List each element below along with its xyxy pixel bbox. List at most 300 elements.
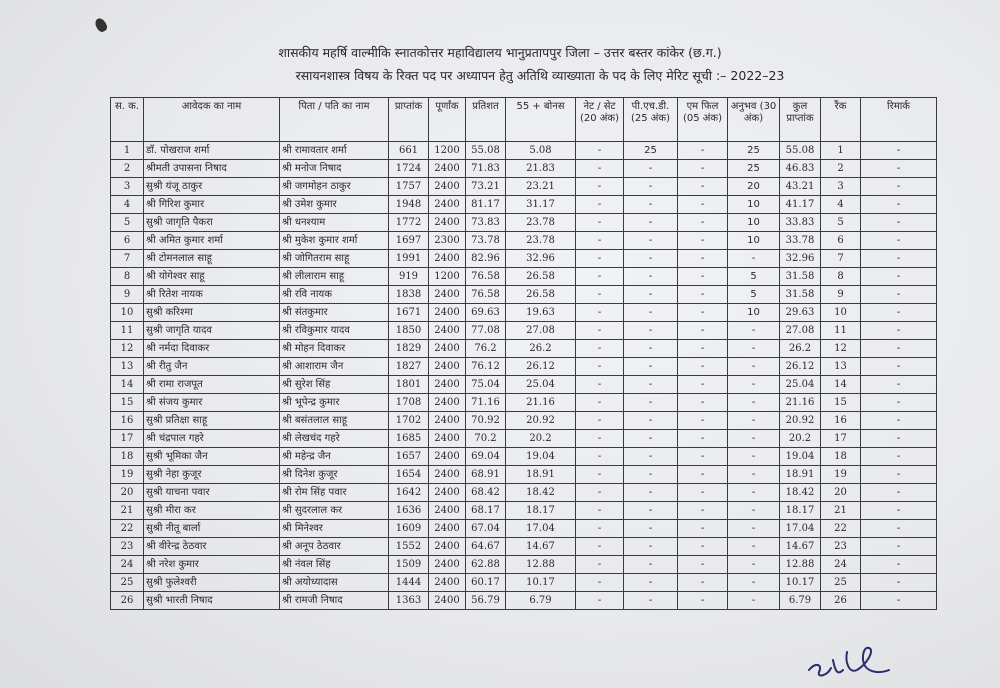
rank-cell: 12: [821, 340, 861, 358]
father-husband-name-cell: श्री मोहन दिवाकर: [280, 340, 389, 358]
marks-obtained-cell: 919: [389, 268, 429, 286]
column-header: पूर्णांक: [429, 98, 466, 142]
max-marks-cell: 2400: [429, 322, 466, 340]
total-marks-cell: 55.08: [780, 142, 821, 160]
father-husband-name-cell: श्री मुकेश कुमार शर्मा: [280, 232, 389, 250]
max-marks-cell: 2400: [429, 304, 466, 322]
column-header: प्राप्तांक: [389, 98, 429, 142]
marks-obtained-cell: 1654: [389, 466, 429, 484]
column-header: प्रतिशत: [466, 98, 506, 142]
net-set-marks-cell: -: [576, 502, 624, 520]
net-set-marks-cell: -: [576, 322, 624, 340]
column-header: पिता / पति का नाम: [280, 98, 389, 142]
percentage-cell: 56.79: [466, 592, 506, 610]
net-set-marks-cell: -: [576, 556, 624, 574]
total-marks-cell: 26.12: [780, 358, 821, 376]
max-marks-cell: 2400: [429, 394, 466, 412]
table-row: [111, 520, 937, 538]
net-set-marks-cell: -: [576, 376, 624, 394]
phd-marks-cell: -: [624, 592, 678, 610]
father-husband-name-cell: श्री रविकुमार यादव: [280, 322, 389, 340]
bonus-marks-cell: 31.17: [506, 196, 576, 214]
experience-marks-cell: 5: [728, 268, 780, 286]
serial-number-cell: 7: [111, 250, 144, 268]
experience-marks-cell: -: [728, 592, 780, 610]
applicant-name-cell: श्री रामा राजपूत: [144, 376, 280, 394]
total-marks-cell: 18.91: [780, 466, 821, 484]
percentage-cell: 69.04: [466, 448, 506, 466]
father-husband-name-cell: श्री भूपेन्द्र कुमार: [280, 394, 389, 412]
remark-cell: -: [861, 394, 937, 412]
bonus-marks-cell: 23.78: [506, 214, 576, 232]
applicant-name-cell: सुश्री भारती निषाद: [144, 592, 280, 610]
phd-marks-cell: -: [624, 358, 678, 376]
marks-obtained-cell: 1724: [389, 160, 429, 178]
phd-marks-cell: -: [624, 304, 678, 322]
applicant-name-cell: श्री संजय कुमार: [144, 394, 280, 412]
net-set-marks-cell: -: [576, 214, 624, 232]
table-row: [111, 538, 937, 556]
table-row: [111, 250, 937, 268]
bonus-marks-cell: 17.04: [506, 520, 576, 538]
bonus-marks-cell: 19.63: [506, 304, 576, 322]
phd-marks-cell: 25: [624, 142, 678, 160]
max-marks-cell: 2400: [429, 160, 466, 178]
remark-cell: -: [861, 142, 937, 160]
total-marks-cell: 18.17: [780, 502, 821, 520]
serial-number-cell: 19: [111, 466, 144, 484]
serial-number-cell: 25: [111, 574, 144, 592]
mphil-marks-cell: -: [678, 286, 728, 304]
bonus-marks-cell: 19.04: [506, 448, 576, 466]
percentage-cell: 76.12: [466, 358, 506, 376]
remark-cell: -: [861, 430, 937, 448]
mphil-marks-cell: -: [678, 466, 728, 484]
percentage-cell: 70.92: [466, 412, 506, 430]
experience-marks-cell: 10: [728, 214, 780, 232]
father-husband-name-cell: श्री उमेश कुमार: [280, 196, 389, 214]
marks-obtained-cell: 1708: [389, 394, 429, 412]
marks-obtained-cell: 1697: [389, 232, 429, 250]
merit-list-table: [110, 97, 937, 610]
applicant-name-cell: डॉ. पोखराज शर्मा: [144, 142, 280, 160]
applicant-name-cell: श्री योगेश्वर साहू: [144, 268, 280, 286]
remark-cell: -: [861, 268, 937, 286]
experience-marks-cell: -: [728, 484, 780, 502]
experience-marks-cell: -: [728, 358, 780, 376]
total-marks-cell: 29.63: [780, 304, 821, 322]
marks-obtained-cell: 1642: [389, 484, 429, 502]
experience-marks-cell: -: [728, 520, 780, 538]
experience-marks-cell: 20: [728, 178, 780, 196]
net-set-marks-cell: -: [576, 196, 624, 214]
marks-obtained-cell: 1772: [389, 214, 429, 232]
max-marks-cell: 2400: [429, 466, 466, 484]
serial-number-cell: 16: [111, 412, 144, 430]
applicant-name-cell: सुश्री याचना पवार: [144, 484, 280, 502]
serial-number-cell: 4: [111, 196, 144, 214]
remark-cell: -: [861, 178, 937, 196]
total-marks-cell: 25.04: [780, 376, 821, 394]
marks-obtained-cell: 1948: [389, 196, 429, 214]
bonus-marks-cell: 20.2: [506, 430, 576, 448]
rank-cell: 18: [821, 448, 861, 466]
rank-cell: 15: [821, 394, 861, 412]
remark-cell: -: [861, 484, 937, 502]
phd-marks-cell: -: [624, 214, 678, 232]
experience-marks-cell: -: [728, 466, 780, 484]
phd-marks-cell: -: [624, 160, 678, 178]
marks-obtained-cell: 1363: [389, 592, 429, 610]
serial-number-cell: 17: [111, 430, 144, 448]
max-marks-cell: 2400: [429, 574, 466, 592]
remark-cell: -: [861, 160, 937, 178]
father-husband-name-cell: श्री महेन्द्र जैन: [280, 448, 389, 466]
phd-marks-cell: -: [624, 466, 678, 484]
serial-number-cell: 9: [111, 286, 144, 304]
bonus-marks-cell: 20.92: [506, 412, 576, 430]
percentage-cell: 55.08: [466, 142, 506, 160]
rank-cell: 19: [821, 466, 861, 484]
experience-marks-cell: -: [728, 502, 780, 520]
table-row: [111, 286, 937, 304]
rank-cell: 4: [821, 196, 861, 214]
percentage-cell: 64.67: [466, 538, 506, 556]
remark-cell: -: [861, 556, 937, 574]
experience-marks-cell: -: [728, 448, 780, 466]
marks-obtained-cell: 1671: [389, 304, 429, 322]
rank-cell: 24: [821, 556, 861, 574]
remark-cell: -: [861, 322, 937, 340]
applicant-name-cell: सुश्री प्रतिक्षा साहू: [144, 412, 280, 430]
percentage-cell: 76.58: [466, 286, 506, 304]
percentage-cell: 71.16: [466, 394, 506, 412]
net-set-marks-cell: -: [576, 286, 624, 304]
total-marks-cell: 32.96: [780, 250, 821, 268]
total-marks-cell: 21.16: [780, 394, 821, 412]
percentage-cell: 76.2: [466, 340, 506, 358]
father-husband-name-cell: श्री दिनेश कुजूर: [280, 466, 389, 484]
marks-obtained-cell: 1685: [389, 430, 429, 448]
phd-marks-cell: -: [624, 520, 678, 538]
phd-marks-cell: -: [624, 574, 678, 592]
total-marks-cell: 18.42: [780, 484, 821, 502]
table-row: [111, 556, 937, 574]
net-set-marks-cell: -: [576, 142, 624, 160]
mphil-marks-cell: -: [678, 304, 728, 322]
table-row: [111, 340, 937, 358]
total-marks-cell: 41.17: [780, 196, 821, 214]
max-marks-cell: 2300: [429, 232, 466, 250]
father-husband-name-cell: श्री जोगितराम साहू: [280, 250, 389, 268]
applicant-name-cell: सुश्री जागृति पैकरा: [144, 214, 280, 232]
father-husband-name-cell: श्री संतकुमार: [280, 304, 389, 322]
column-header: रिमार्क: [861, 98, 937, 142]
marks-obtained-cell: 1850: [389, 322, 429, 340]
bonus-marks-cell: 6.79: [506, 592, 576, 610]
max-marks-cell: 2400: [429, 178, 466, 196]
phd-marks-cell: -: [624, 502, 678, 520]
experience-marks-cell: -: [728, 376, 780, 394]
applicant-name-cell: सुश्री मीरा कर: [144, 502, 280, 520]
remark-cell: -: [861, 466, 937, 484]
net-set-marks-cell: -: [576, 484, 624, 502]
net-set-marks-cell: -: [576, 394, 624, 412]
mphil-marks-cell: -: [678, 502, 728, 520]
mphil-marks-cell: -: [678, 574, 728, 592]
marks-obtained-cell: 1657: [389, 448, 429, 466]
marks-obtained-cell: 1552: [389, 538, 429, 556]
bonus-marks-cell: 14.67: [506, 538, 576, 556]
bonus-marks-cell: 5.08: [506, 142, 576, 160]
phd-marks-cell: -: [624, 376, 678, 394]
max-marks-cell: 2400: [429, 520, 466, 538]
max-marks-cell: 2400: [429, 538, 466, 556]
mphil-marks-cell: -: [678, 412, 728, 430]
serial-number-cell: 24: [111, 556, 144, 574]
applicant-name-cell: श्री गिरिश कुमार: [144, 196, 280, 214]
serial-number-cell: 3: [111, 178, 144, 196]
remark-cell: -: [861, 520, 937, 538]
rank-cell: 11: [821, 322, 861, 340]
serial-number-cell: 21: [111, 502, 144, 520]
net-set-marks-cell: -: [576, 250, 624, 268]
table-row: [111, 142, 937, 160]
rank-cell: 23: [821, 538, 861, 556]
serial-number-cell: 5: [111, 214, 144, 232]
marks-obtained-cell: 1636: [389, 502, 429, 520]
serial-number-cell: 10: [111, 304, 144, 322]
phd-marks-cell: -: [624, 484, 678, 502]
max-marks-cell: 2400: [429, 430, 466, 448]
remark-cell: -: [861, 196, 937, 214]
remark-cell: -: [861, 286, 937, 304]
table-row: [111, 196, 937, 214]
bonus-marks-cell: 12.88: [506, 556, 576, 574]
mphil-marks-cell: -: [678, 394, 728, 412]
applicant-name-cell: सुश्री करिश्मा: [144, 304, 280, 322]
marks-obtained-cell: 661: [389, 142, 429, 160]
remark-cell: -: [861, 232, 937, 250]
remark-cell: -: [861, 502, 937, 520]
marks-obtained-cell: 1838: [389, 286, 429, 304]
serial-number-cell: 23: [111, 538, 144, 556]
net-set-marks-cell: -: [576, 430, 624, 448]
percentage-cell: 62.88: [466, 556, 506, 574]
total-marks-cell: 33.78: [780, 232, 821, 250]
phd-marks-cell: -: [624, 232, 678, 250]
mphil-marks-cell: -: [678, 160, 728, 178]
rank-cell: 3: [821, 178, 861, 196]
net-set-marks-cell: -: [576, 178, 624, 196]
experience-marks-cell: -: [728, 412, 780, 430]
max-marks-cell: 1200: [429, 268, 466, 286]
marks-obtained-cell: 1991: [389, 250, 429, 268]
phd-marks-cell: -: [624, 250, 678, 268]
phd-marks-cell: -: [624, 196, 678, 214]
mphil-marks-cell: -: [678, 232, 728, 250]
signature-icon: [805, 640, 895, 684]
percentage-cell: 69.63: [466, 304, 506, 322]
total-marks-cell: 20.2: [780, 430, 821, 448]
total-marks-cell: 31.58: [780, 268, 821, 286]
mphil-marks-cell: -: [678, 178, 728, 196]
serial-number-cell: 6: [111, 232, 144, 250]
column-header: कुल प्राप्तांक: [780, 98, 821, 142]
net-set-marks-cell: -: [576, 412, 624, 430]
percentage-cell: 71.83: [466, 160, 506, 178]
max-marks-cell: 2400: [429, 250, 466, 268]
applicant-name-cell: सुश्री जागृति यादव: [144, 322, 280, 340]
father-husband-name-cell: श्री रवि नायक: [280, 286, 389, 304]
phd-marks-cell: -: [624, 448, 678, 466]
bonus-marks-cell: 18.42: [506, 484, 576, 502]
applicant-name-cell: श्री चंद्रपाल गहरे: [144, 430, 280, 448]
mphil-marks-cell: -: [678, 250, 728, 268]
marks-obtained-cell: 1801: [389, 376, 429, 394]
experience-marks-cell: -: [728, 340, 780, 358]
phd-marks-cell: -: [624, 412, 678, 430]
remark-cell: -: [861, 376, 937, 394]
table-row: [111, 322, 937, 340]
table-row: [111, 466, 937, 484]
serial-number-cell: 14: [111, 376, 144, 394]
mphil-marks-cell: -: [678, 448, 728, 466]
net-set-marks-cell: -: [576, 592, 624, 610]
serial-number-cell: 26: [111, 592, 144, 610]
mphil-marks-cell: -: [678, 214, 728, 232]
table-row: [111, 592, 937, 610]
percentage-cell: 68.17: [466, 502, 506, 520]
rank-cell: 9: [821, 286, 861, 304]
applicant-name-cell: श्री रीतु जैन: [144, 358, 280, 376]
father-husband-name-cell: श्री मिनेश्वर: [280, 520, 389, 538]
column-header: एम फिल (05 अंक): [678, 98, 728, 142]
mphil-marks-cell: -: [678, 592, 728, 610]
rank-cell: 14: [821, 376, 861, 394]
phd-marks-cell: -: [624, 268, 678, 286]
rank-cell: 22: [821, 520, 861, 538]
percentage-cell: 75.04: [466, 376, 506, 394]
father-husband-name-cell: श्री रामजी निषाद: [280, 592, 389, 610]
applicant-name-cell: सुश्री यंजू ठाकुर: [144, 178, 280, 196]
mphil-marks-cell: -: [678, 196, 728, 214]
experience-marks-cell: -: [728, 538, 780, 556]
net-set-marks-cell: -: [576, 448, 624, 466]
total-marks-cell: 43.21: [780, 178, 821, 196]
applicant-name-cell: सुश्री नीतू बार्ला: [144, 520, 280, 538]
mphil-marks-cell: -: [678, 430, 728, 448]
remark-cell: -: [861, 592, 937, 610]
serial-number-cell: 8: [111, 268, 144, 286]
remark-cell: -: [861, 214, 937, 232]
total-marks-cell: 31.58: [780, 286, 821, 304]
total-marks-cell: 14.67: [780, 538, 821, 556]
remark-cell: -: [861, 250, 937, 268]
document-title: शासकीय महर्षि वाल्मीकि स्नातकोत्तर महाविद्यालय भानुप्रतापपुर जिला – उत्तर बस्तर कांकेर (छ.ग.): [278, 45, 722, 60]
rank-cell: 7: [821, 250, 861, 268]
total-marks-cell: 17.04: [780, 520, 821, 538]
father-husband-name-cell: श्री रामावतार शर्मा: [280, 142, 389, 160]
remark-cell: -: [861, 574, 937, 592]
table-row: [111, 304, 937, 322]
rank-cell: 10: [821, 304, 861, 322]
total-marks-cell: 12.88: [780, 556, 821, 574]
total-marks-cell: 20.92: [780, 412, 821, 430]
mphil-marks-cell: -: [678, 340, 728, 358]
experience-marks-cell: -: [728, 322, 780, 340]
net-set-marks-cell: -: [576, 304, 624, 322]
rank-cell: 6: [821, 232, 861, 250]
bonus-marks-cell: 23.78: [506, 232, 576, 250]
column-header: रैंक: [821, 98, 861, 142]
phd-marks-cell: -: [624, 538, 678, 556]
experience-marks-cell: 25: [728, 142, 780, 160]
phd-marks-cell: -: [624, 394, 678, 412]
father-husband-name-cell: श्री अनूप ठेठवार: [280, 538, 389, 556]
applicant-name-cell: श्री नरेश कुमार: [144, 556, 280, 574]
total-marks-cell: 10.17: [780, 574, 821, 592]
serial-number-cell: 12: [111, 340, 144, 358]
mphil-marks-cell: -: [678, 484, 728, 502]
mphil-marks-cell: -: [678, 376, 728, 394]
percentage-cell: 70.2: [466, 430, 506, 448]
bonus-marks-cell: 18.17: [506, 502, 576, 520]
table-row: [111, 394, 937, 412]
phd-marks-cell: -: [624, 556, 678, 574]
serial-number-cell: 20: [111, 484, 144, 502]
experience-marks-cell: -: [728, 250, 780, 268]
father-husband-name-cell: श्री सुदरलाल कर: [280, 502, 389, 520]
applicant-name-cell: श्री वीरेन्द्र ठेठवार: [144, 538, 280, 556]
experience-marks-cell: 25: [728, 160, 780, 178]
father-husband-name-cell: श्री लीलाराम साहू: [280, 268, 389, 286]
bonus-marks-cell: 25.04: [506, 376, 576, 394]
phd-marks-cell: -: [624, 430, 678, 448]
serial-number-cell: 15: [111, 394, 144, 412]
percentage-cell: 73.21: [466, 178, 506, 196]
table-row: [111, 358, 937, 376]
mphil-marks-cell: -: [678, 322, 728, 340]
net-set-marks-cell: -: [576, 268, 624, 286]
bonus-marks-cell: 32.96: [506, 250, 576, 268]
mphil-marks-cell: -: [678, 520, 728, 538]
table-row: [111, 430, 937, 448]
mphil-marks-cell: -: [678, 556, 728, 574]
percentage-cell: 82.96: [466, 250, 506, 268]
percentage-cell: 81.17: [466, 196, 506, 214]
percentage-cell: 77.08: [466, 322, 506, 340]
max-marks-cell: 2400: [429, 448, 466, 466]
applicant-name-cell: श्री अमित कुमार शर्मा: [144, 232, 280, 250]
father-husband-name-cell: श्री लेखचंद गहरे: [280, 430, 389, 448]
rank-cell: 17: [821, 430, 861, 448]
net-set-marks-cell: -: [576, 574, 624, 592]
bonus-marks-cell: 26.2: [506, 340, 576, 358]
rank-cell: 20: [821, 484, 861, 502]
percentage-cell: 68.91: [466, 466, 506, 484]
column-header: आवेदक का नाम: [144, 98, 280, 142]
max-marks-cell: 2400: [429, 196, 466, 214]
total-marks-cell: 6.79: [780, 592, 821, 610]
marks-obtained-cell: 1609: [389, 520, 429, 538]
total-marks-cell: 33.83: [780, 214, 821, 232]
bonus-marks-cell: 27.08: [506, 322, 576, 340]
table-row: [111, 160, 937, 178]
father-husband-name-cell: श्री बसंतलाल साहू: [280, 412, 389, 430]
experience-marks-cell: 5: [728, 286, 780, 304]
remark-cell: -: [861, 340, 937, 358]
